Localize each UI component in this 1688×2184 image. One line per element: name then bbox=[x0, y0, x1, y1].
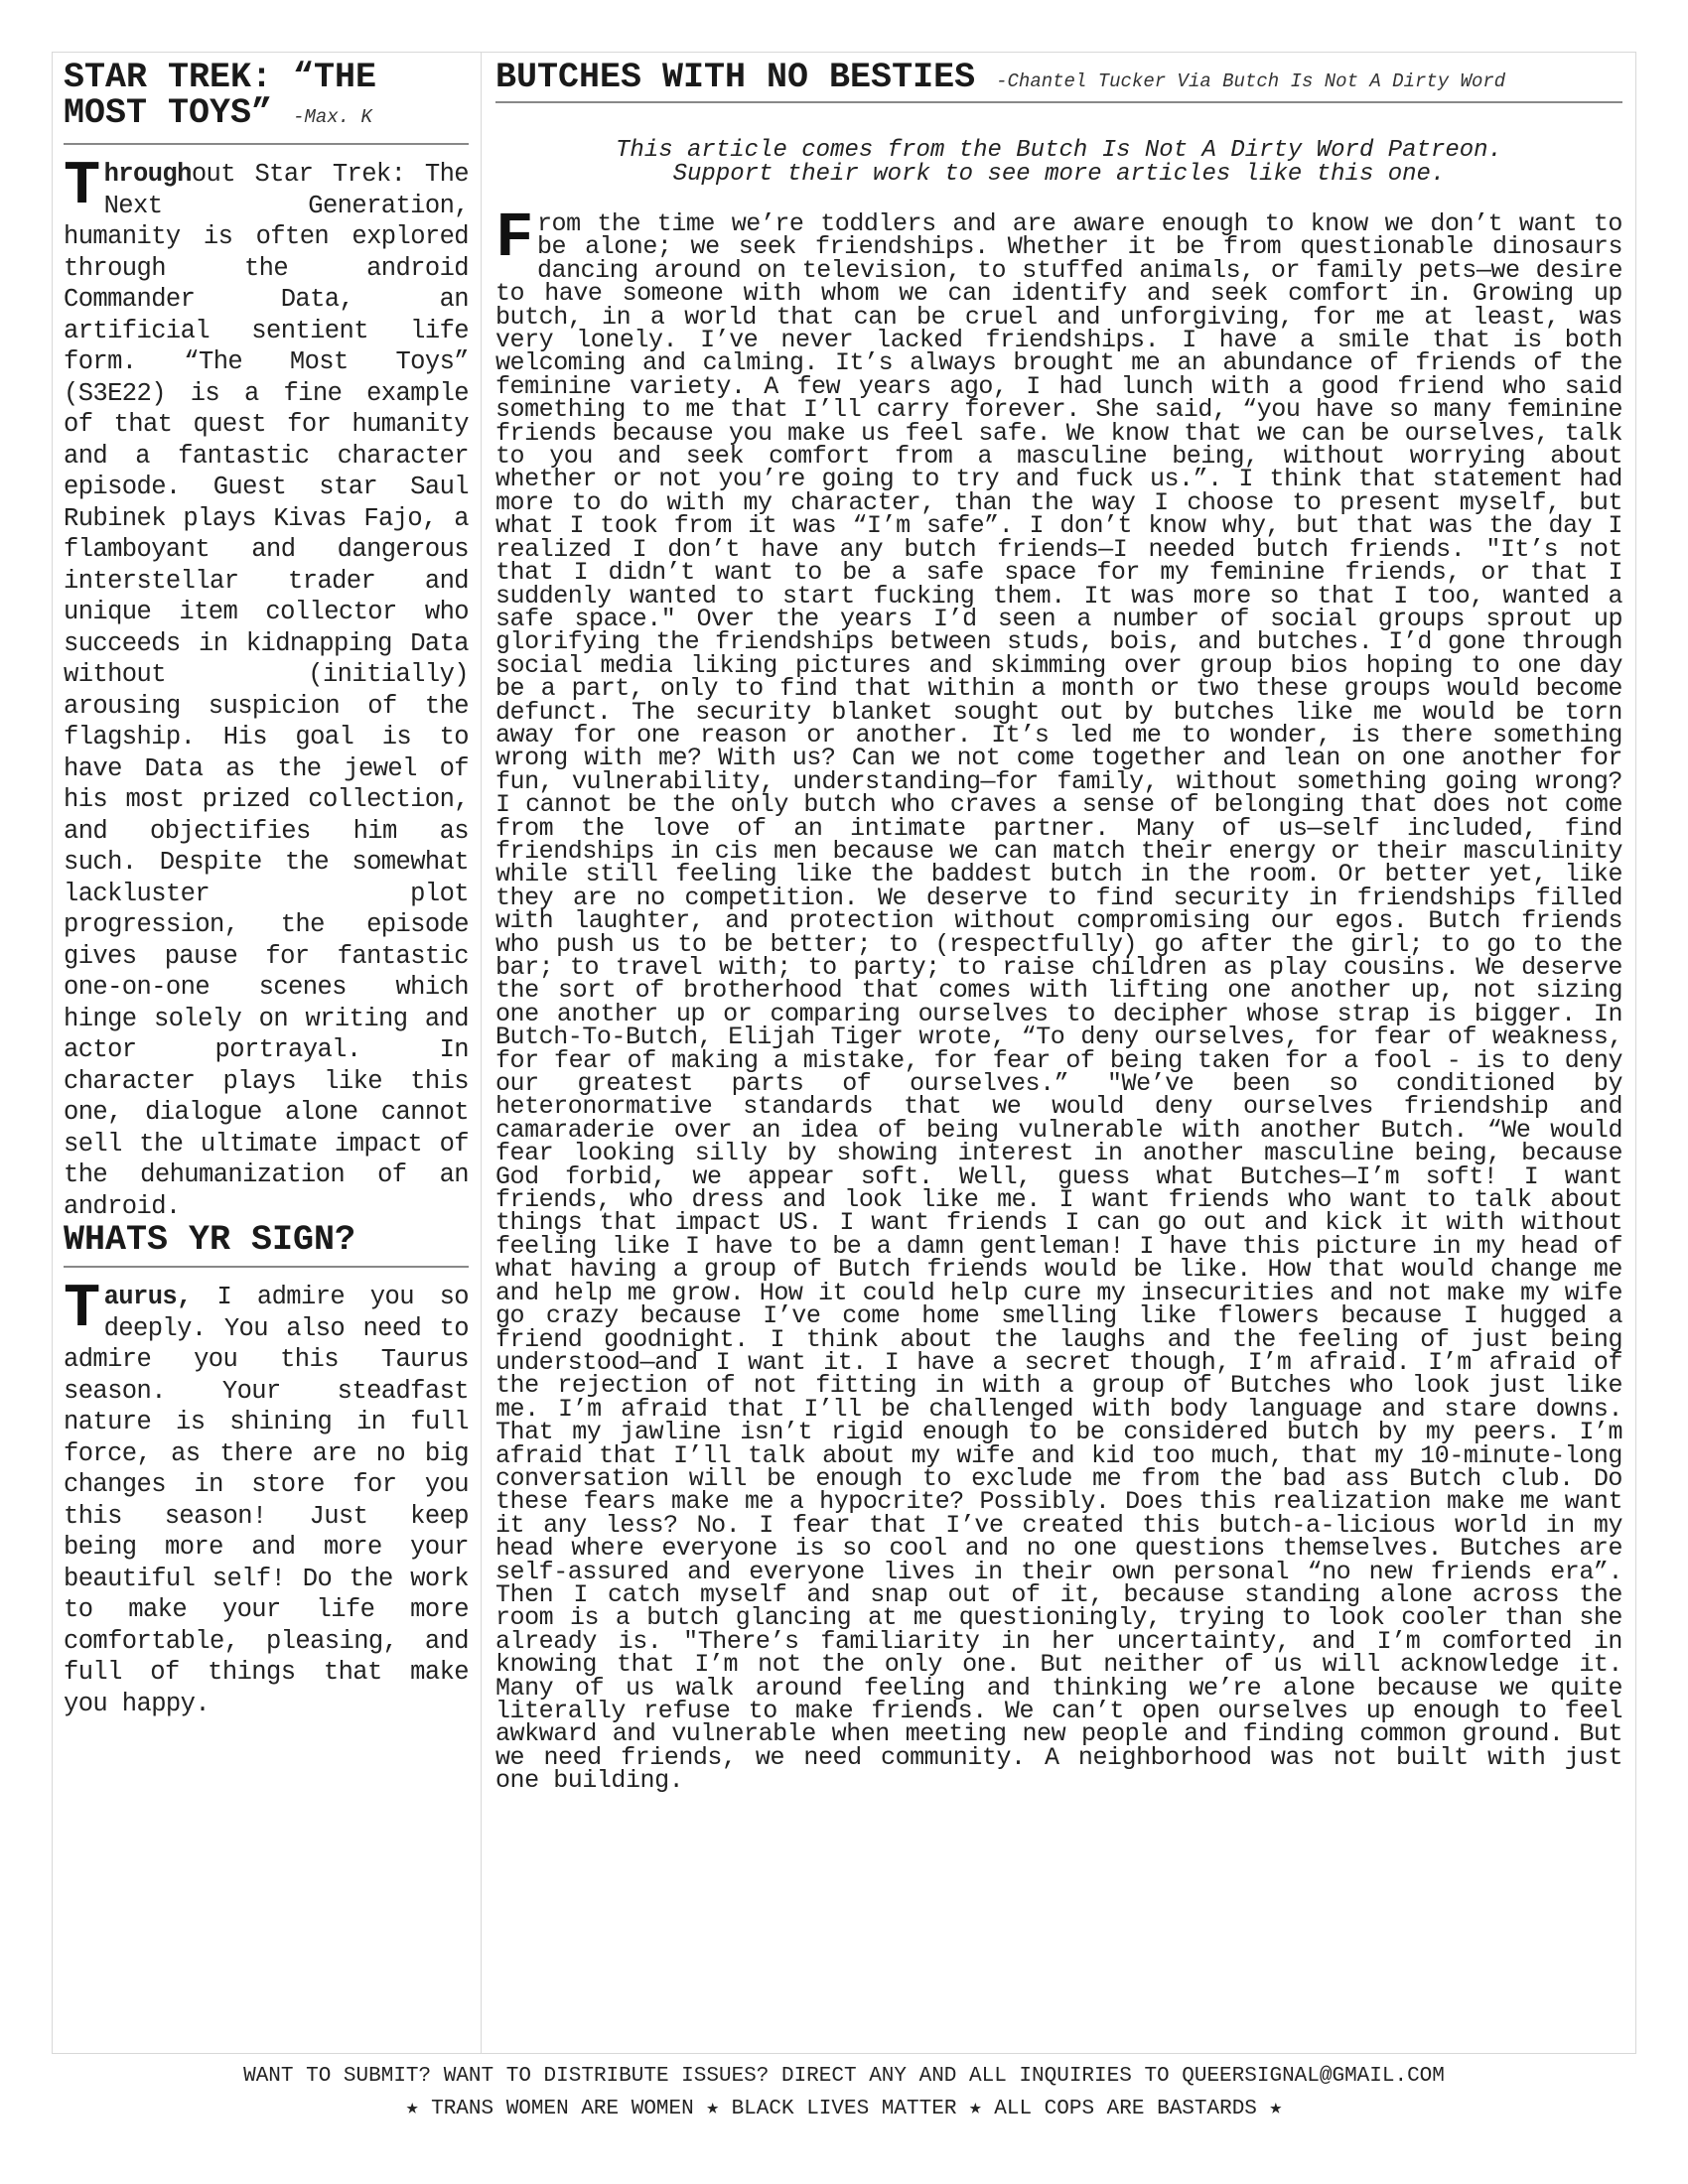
drop-cap: F bbox=[495, 212, 533, 275]
star-trek-text: out Star Trek: The Next Generation, humanity is often explored through the android Commander Data, an artificial sentient life form. “The Most Toys” (S3E22) is a fine example of that quest for humanity and a fantastic character episode. Guest star Saul Rubinek plays Kivas Fajo, a flamboyant and dangerous interstellar trader and unique item collector who succeeds in kidnapping Data without (initially) arousing suspicion of the flagship. His goal is to have Data as the jewel of his most prized collection, and objectifies him as such. Despite the somewhat lackluster plot progression, the episode gives pause for fantastic one-on-one scenes which hinge solely on writing and actor portrayal. In character plays like this one, dialogue alone cannot sell the ultimate impact of the dehumanization of an android. bbox=[64, 160, 469, 1221]
star-trek-body bbox=[64, 151, 469, 1222]
star-trek-title bbox=[64, 60, 469, 135]
sign-rule bbox=[64, 1266, 469, 1268]
intro-line-1: This article comes from the Butch Is Not A Dirty Word Patreon. bbox=[616, 137, 1502, 164]
main-byline: -Chantel Tucker Via Butch Is Not A Dirty Word bbox=[996, 70, 1506, 92]
right-column bbox=[495, 60, 1622, 2019]
main-body bbox=[495, 212, 1622, 2019]
lead-word: hrough bbox=[103, 160, 192, 189]
drop-cap: T bbox=[64, 1274, 100, 1344]
footer-slogans: ★ TRANS WOMEN ARE WOMEN ★ BLACK LIVES MATTER ★ ALL COPS ARE BASTARDS ★ bbox=[405, 2098, 1283, 2120]
lead-word: aurus, bbox=[103, 1283, 192, 1311]
left-column bbox=[64, 60, 469, 1719]
column-divider bbox=[481, 52, 482, 2054]
drop-cap: T bbox=[64, 151, 100, 221]
main-text: rom the time we’re toddlers and are aware enough to know we don’t want to be alone; we seek friendships. Whether it be from questionable dinosaurs dancing around on television, to stuffed animals, or family pets—we desire to have someone with whom we can identify and seek comfort in. Growing up butch, in a world that can be cruel and unforgiving, for me at least, was very lonely. I’ve never lacked friendships. I have a smile that is both welcoming and calming. It’s always brought me an abundance of friends of the feminine variety. A few years ago, I had lunch with a good friend who said something to me that I’ll carry forever. She said, “you have so many feminine friends because you make us feel safe. We know that we can be ourselves, talk to you and seek comfort from a masculine being, without worrying about whether or not you’re going to try and fuck us.”. I think that statement had more to do with my character, than the way I choose to present myself, but what I took from it was “I’m safe”. I don’t know why, but that was the day I realized I don’t have any butch friends—I needed butch friends. "It’s not that I didn’t want to be a safe space for my feminine friends, or that I suddenly wanted to start fucking them. It was more so that I too, wanted a safe space." Over the years I’d seen a number of social groups sprout up glorifying the friendships between studs, bois, and butches. I’d gone through social media liking pictures and skimming over group bios hoping to one day be a part, only to find that within a month or two these groups would become defunct. The security blanket sought out by butches like me would be torn away for one reason or another. It’s led me to wonder, is there something wrong with me? With us? Can we not come together and lean on one another for fun, vulnerability, understanding—for family, without something going wrong? I cannot be the only butch who craves a sense of belonging that does not come from the love of an intimate partner. Many of us—self included, find friendships in cis men because we can match their energy or their masculinity while still feeling like the baddest butch in the room. Or better yet, like they are no competition. We deserve to find security in friendships filled with laughter, and protection without compromising our egos. Butch friends who push us to be better; to (respectfully) go after the girl; to go to the bar; to travel with; to party; to raise children as play cousins. We deserve the sort of brotherhood that comes with lifting one another up, not sizing one another up or comparing ourselves to decipher whose strap is bigger. In Butch-To-Butch, Elijah Tiger wrote, “To deny ourselves, for fear of weakness, for fear of making a mistake, for fear of being taken for a fool - is to deny our greatest parts of ourselves.” "We’ve been so conditioned by heteronormative standards that we would deny ourselves friendship and camaraderie over an idea of being vulnerable with another Butch. “We would fear looking silly by showing interest in another masculine being, because God forbid, we appear soft. Well, guess what Butches—I’m soft! I want friends, who dress and look like me. I want friends who want to talk about things that impact US. I want friends I can go out and kick it with without feeling like I have to be a damn gentleman! I have this picture in my head of what having a group of Butch friends would be like. How that would change me and help me grow. How it could help cure my insecurities and not make my wife go crazy because I’ve come home smelling like flowers because I hugged a friend goodnight. I think about the laughs and the feeling of just being understood—and I want it. I have a secret though, I’m afraid. I’m afraid of the rejection of not fitting in with a group of Butches who look just like me. I’m afraid that I’ll be challenged with body language and stare downs. That my jawline isn’t rigid enough to be considered butch by my peers. I’m afraid that I’ll talk about my wife and kid too much, that my 10-minute-long conversation will be enough to exclude me from the bad ass Butch club. Do these fears make me a hypocrite? Possibly. Does this realization make me want it any less? No. I fear that I’ve created this butch-a-licious world in my head where everyone is so cool and no one questions themselves. Butches are self-assured and everyone lives in their own personal “no new friends era”. Then I catch myself and snap out of it, because standing alone across the room is a butch glancing at me questioningly, trying to look cooler than she already is. "There’s familiarity in her uncertainty, and I’m comforted in knowing that I’m not the only one. But neither of us will acknowledge it. Many of us walk around feeling and thinking we’re alone because we quite literally refuse to make friends. We can’t open ourselves up enough to feel awkward and vulnerable when meeting new people and finding common ground. But we need friends, we need community. A neighborhood was not built with just one building. bbox=[495, 212, 1622, 1796]
sign-title: WHATS YR SIGN? bbox=[64, 1220, 356, 1260]
intro-line-2: Support their work to see more articles like this one. bbox=[672, 161, 1446, 188]
star-trek-title-text: STAR TREK: “THE MOST TOYS” bbox=[64, 58, 377, 133]
footer-contact: WANT TO SUBMIT? WANT TO DISTRIBUTE ISSUES? DIRECT ANY AND ALL INQUIRIES TO QUEERSIGNAL@GMAIL.COM bbox=[243, 2065, 1445, 2088]
sign-body bbox=[64, 1274, 469, 1719]
star-trek-byline: -Max. K bbox=[293, 106, 372, 128]
main-title-text: BUTCHES WITH NO BESTIES bbox=[495, 58, 976, 97]
main-title bbox=[495, 60, 1622, 99]
title-rule bbox=[64, 143, 469, 145]
intro-note bbox=[495, 139, 1622, 187]
main-rule bbox=[495, 101, 1622, 103]
sign-text: I admire you so deeply. You also need to admire you this Taurus season. Your steadfast nature is shining in full force, as there are no big changes in store for you this season! Just keep being more and more your beautiful self! Do the work to make your life more comfortable, pleasing, and full of things that make you happy. bbox=[64, 1283, 469, 1718]
